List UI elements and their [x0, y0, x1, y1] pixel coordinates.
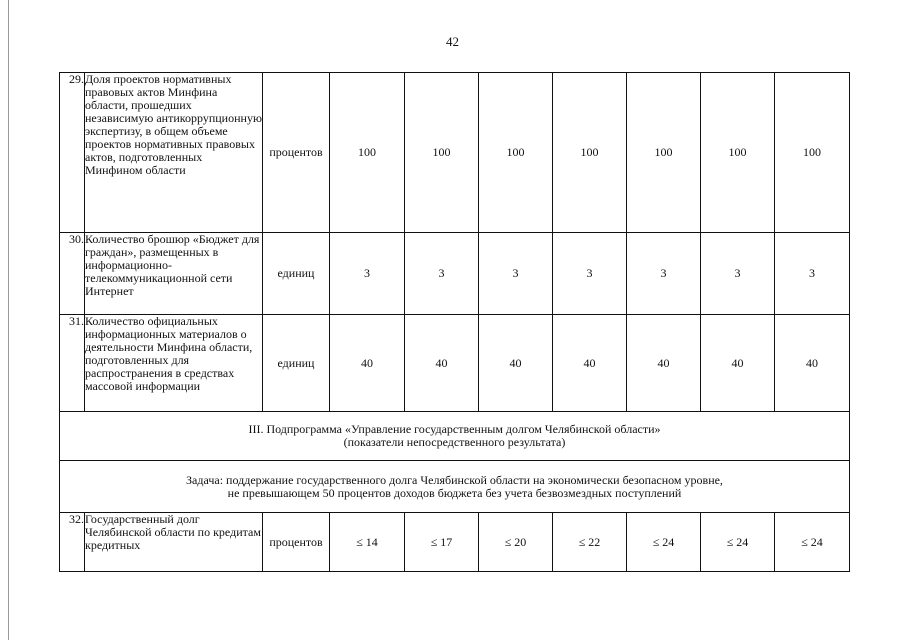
value-cell: 3: [405, 233, 479, 315]
value-cell: ≤ 17: [405, 513, 479, 572]
subprogram-subtitle: (показатели непосредственного результата): [343, 435, 566, 449]
value-cell: ≤ 24: [627, 513, 701, 572]
value-cell: ≤ 24: [701, 513, 775, 572]
row-number: 32.: [60, 513, 85, 572]
row-number: 30.: [60, 233, 85, 315]
value-cell: 3: [479, 233, 553, 315]
table-row: [60, 233, 850, 315]
value-cell: ≤ 24: [775, 513, 850, 572]
value-cell: ≤ 20: [479, 513, 553, 572]
value-cell: 40: [553, 315, 627, 412]
page-edge-line: [8, 0, 9, 640]
indicators-table: [59, 72, 850, 572]
value-cell: 100: [701, 73, 775, 233]
table-row: [60, 513, 850, 572]
value-cell: 40: [405, 315, 479, 412]
value-cell: ≤ 22: [553, 513, 627, 572]
section-header-row: [60, 412, 850, 461]
value-cell: 100: [405, 73, 479, 233]
subprogram-title: III. Подпрограмма «Управление государственным долгом Челябинской области»: [248, 422, 661, 436]
value-cell: 40: [627, 315, 701, 412]
task-row: [60, 461, 850, 513]
task-line-1: Задача: поддержание государственного долга Челябинской области на экономически безопасном уровне,: [186, 472, 723, 487]
value-cell: 100: [330, 73, 405, 233]
indicator-name: Государственный долг Челябинской области по кредитам кредитных: [85, 513, 263, 572]
value-cell: 40: [330, 315, 405, 412]
indicator-name: Количество официальных информационных материалов о деятельности Минфина области, подготовленных для распространения в средствах массовой информации: [85, 315, 263, 412]
row-number: 29.: [60, 73, 85, 233]
table-row: [60, 73, 850, 233]
task-line-2: не превышающем 50 процентов доходов бюджета без учета безвозмездных поступлений: [227, 485, 682, 500]
row-number: 31.: [60, 315, 85, 412]
subprogram-heading: [60, 412, 850, 461]
value-cell: 100: [479, 73, 553, 233]
value-cell: 3: [701, 233, 775, 315]
value-cell: 100: [775, 73, 850, 233]
value-cell: 3: [775, 233, 850, 315]
value-cell: 3: [553, 233, 627, 315]
unit-cell: единиц: [263, 233, 330, 315]
table-row: [60, 315, 850, 412]
indicator-name: Доля проектов нормативных правовых актов Минфина области, прошедших независимую антикоррупционную экспертизу, в общем объеме проектов нормативных правовых актов, подготовленных Минфином области: [85, 73, 263, 233]
value-cell: 40: [775, 315, 850, 412]
unit-cell: единиц: [263, 315, 330, 412]
value-cell: 100: [627, 73, 701, 233]
value-cell: ≤ 14: [330, 513, 405, 572]
task-heading: [60, 461, 850, 513]
value-cell: 3: [627, 233, 701, 315]
page-number: 42: [446, 34, 459, 49]
value-cell: 3: [330, 233, 405, 315]
value-cell: 100: [553, 73, 627, 233]
value-cell: 40: [701, 315, 775, 412]
unit-cell: процентов: [263, 513, 330, 572]
indicator-name: Количество брошюр «Бюджет для граждан», размещенных в информационно-телекоммуникационной сети Интернет: [85, 233, 263, 315]
value-cell: 40: [479, 315, 553, 412]
unit-cell: процентов: [263, 73, 330, 233]
